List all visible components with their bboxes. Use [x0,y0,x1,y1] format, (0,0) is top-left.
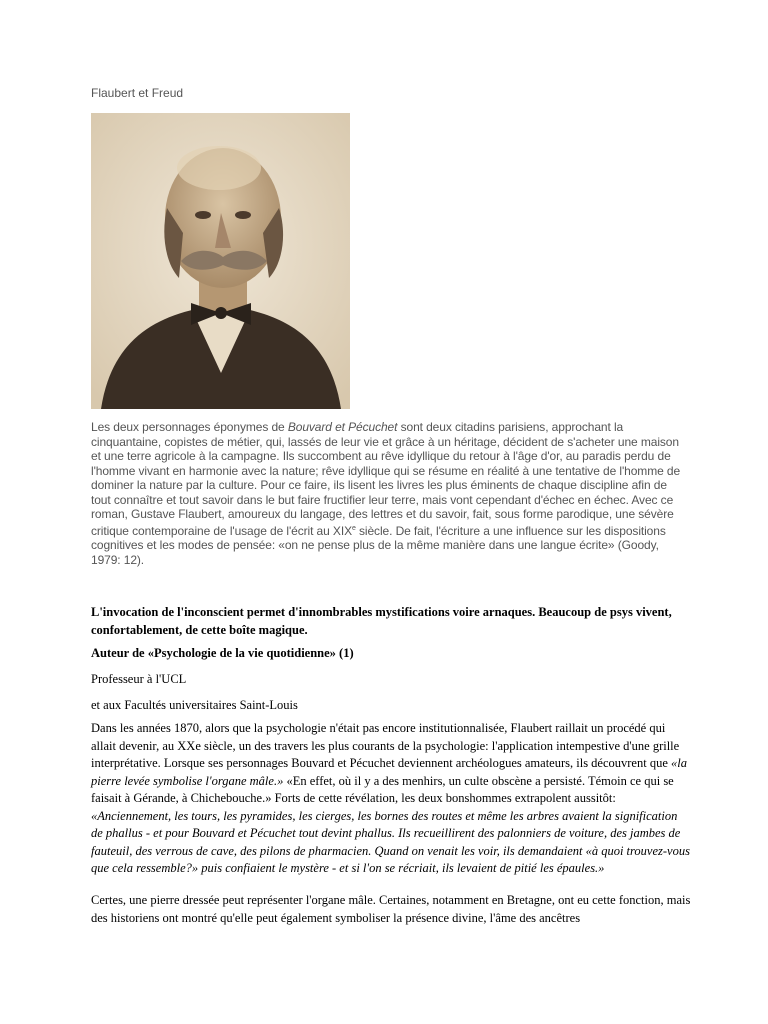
intro-paragraph: Les deux personnages éponymes de Bouvard et Pécuchet sont deux citadins parisiens, approchant la cinquantaine, copistes de métier, qui, lassés de leur vie et grâce à un héritage, décident de s'acheter une maison et une terre agricole à la campagne. Ils succombent au rêve idyllique du retour à l'âge d'or, au paradis perdu de l'homme vivant en harmonie avec la nature; rêve idyllique qui se résume en réalité à une tentative de l'homme de dominer la nature par la culture. Pour ce faire, ils lisent les livres les plus éminents de chaque discipline afin de tout connaître et tout savoir dans le but faire fructifier leur terre, mais vont cependant d'échec en échec. Avec ce roman, Gustave Flaubert, amoureux du langage, des lettres et du savoir, fait, sous forme parodique, une sévère critique contemporaine de l'usage de l'écrit au XIXe siècle. De fait, l'écriture a une influence sur les dispositions cognitives et les modes de pensée: «on ne pense plus de la même manière dans une langue écrite» (Goody, 1979: 12). [91,420,681,567]
portrait-photo [91,113,350,409]
invocation-heading: L'invocation de l'inconscient permet d'innombrables mystifications voire arnaques. Beaucoup de psys vivent, confortablement, de cette boîte magique. [91,605,672,637]
article-title: Flaubert et Freud [91,86,184,100]
author-position: Professeur à l'UCL [91,672,187,686]
author-affiliation: et aux Facultés universitaires Saint-Louis [91,698,298,712]
author-heading: Auteur de «Psychologie de la vie quotidienne» (1) [91,646,354,660]
main-paragraph: Dans les années 1870, alors que la psychologie n'était pas encore institutionnalisée, Flaubert raillait un procédé qui allait devenir, au XXe siècle, un des travers les plus courants de la psychologie: l'application intempestive d'une grille interprétative. Lorsque ses personnages Bouvard et Pécuchet deviennent archéologues amateurs, ils découvrent que «la pierre levée symbolise l'organe mâle.» «En effet, où il y a des menhirs, un culte obscène a persisté. Témoin ce qui se faisait à Gérande, à Chichebouche.» Forts de cette révélation, les deux bonshommes extrapolent aussitôt: «Anciennement, les tours, les pyramides, les cierges, les bornes des routes et même les arbres avaient la signification de phallus - et pour Bouvard et Pécuchet tout devint phallus. Ils recueillirent des palonniers de voiture, des jambes de fauteuil, des verrous de cave, des pilons de pharmacien. Quand on venait les voir, ils demandaient «à quoi trouvez-vous que cela ressemble?» puis confiaient le mystère - et si l'on se récriait, ils levaient de pitié les épaules.» [91,721,690,875]
certes-paragraph: Certes, une pierre dressée peut représenter l'organe mâle. Certaines, notamment en Bretagne, ont eu cette fonction, mais des historiens ont montré qu'elle peut également symboliser la présence divine, l'âme des ancêtres [91,893,691,925]
